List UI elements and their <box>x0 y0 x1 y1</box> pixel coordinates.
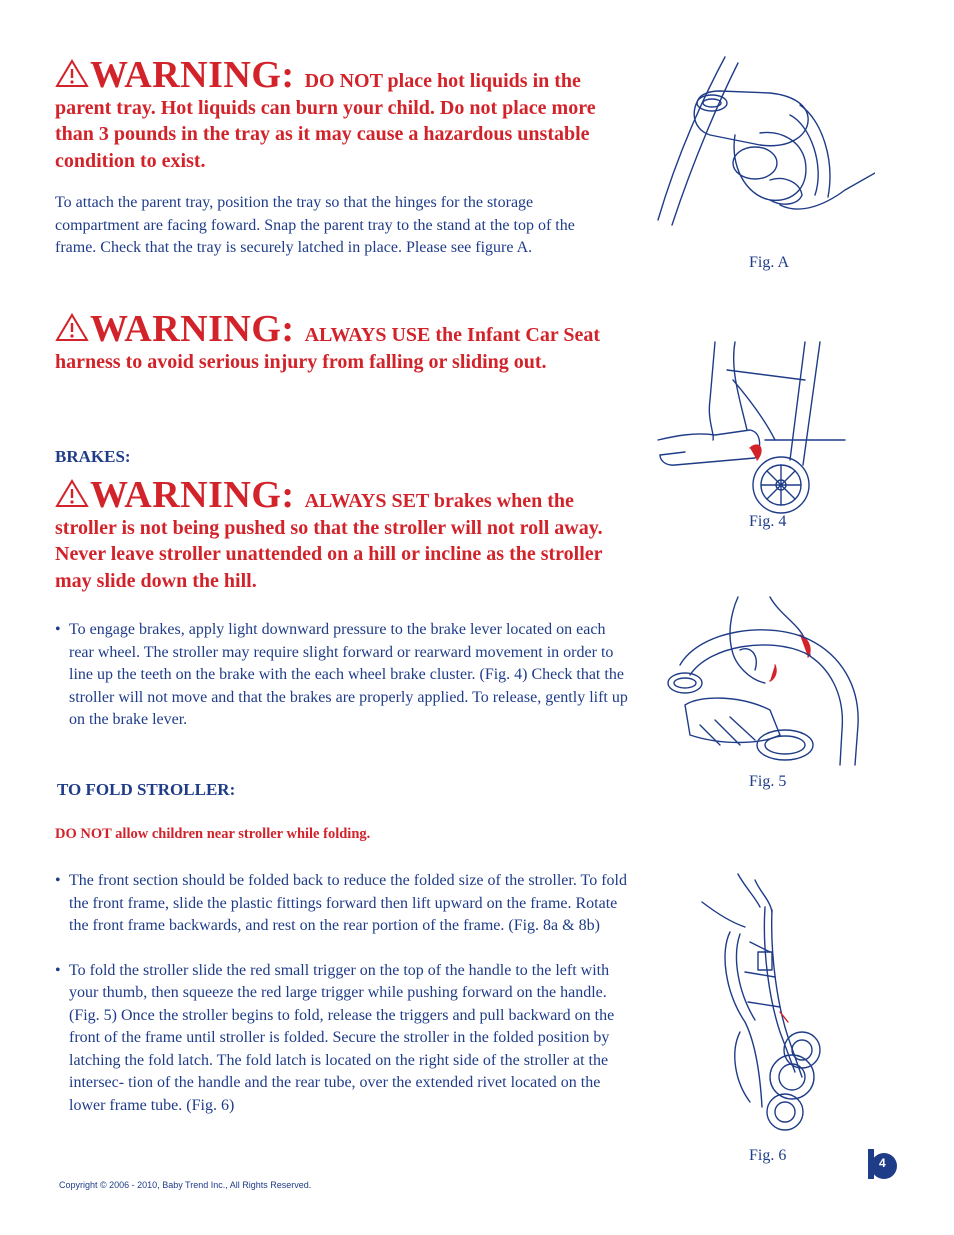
fold-heading: TO FOLD STROLLER: <box>57 780 236 799</box>
list-item <box>55 960 635 1118</box>
figure-5-illustration <box>660 595 865 770</box>
bullet-marker: • <box>55 872 61 889</box>
warning-block-tray <box>55 54 615 174</box>
bullet-marker: • <box>55 621 61 638</box>
figure-4-illustration <box>655 340 855 515</box>
figure-6-caption: Fig. 6 <box>749 1147 787 1164</box>
warning-triangle-icon <box>55 312 89 342</box>
list-item-text: To fold the stroller slide the red small trigger on the top of the handle to the left with your thumb, then squeeze the red large trigger while pushing forward on the handle. (Fig. 5) Once the stroller begins to fold, release the triggers and pull backward on the front of the frame until stroller is folded. Secure the stroller in the folded position by latching the fold latch. The fold latch is located on the right side of the stroller at the intersec- tion of the handle and the rear tube, over the extended rivet located on the lower frame tube. (Fig. 6) <box>69 961 615 1114</box>
copyright-notice: Copyright © 2006 - 2010, Baby Trend Inc., All Rights Reserved. <box>59 1180 312 1190</box>
page-number-badge <box>867 1148 899 1180</box>
warning-label: WARNING: <box>90 54 295 96</box>
warning-label: WARNING: <box>90 308 295 350</box>
warning-first-line: ALWAYS USE the Infant <box>304 324 521 346</box>
warning-text: in the parent tray. Hot liquids can burn your child. Do not place more than 3 pounds in the tray as it may cause a hazardous unstable condition to exist. <box>55 70 596 172</box>
list-item-text: The front section should be folded back to reduce the folded size of the stroller. To fold the front frame, slide the plastic fittings forward then lift upward on the frame. Rotate the front frame backwards, and rest on the rear portion of the frame. (Fig. 8a & 8b) <box>69 872 627 934</box>
figure-4-caption: Fig. 4 <box>749 513 787 530</box>
warning-text: the stroller is not being pushed so that the stroller will not roll away. Never leave stroller unattended on a hill or incline as the stroller may slide down the hill. <box>55 490 603 592</box>
warning-triangle-icon <box>55 478 89 508</box>
warning-first-line: ALWAYS SET brakes when <box>304 490 543 512</box>
warning-text: Car Seat harness to avoid serious injury from falling or sliding out. <box>55 324 601 373</box>
warning-block-harness <box>55 308 610 375</box>
fold-warning: DO NOT allow children near stroller while folding. <box>55 826 371 842</box>
figure-5-caption: Fig. 5 <box>749 773 787 790</box>
bullet-marker: • <box>55 961 61 979</box>
list-item <box>55 870 635 938</box>
list-item-text: To engage brakes, apply light downward pressure to the brake lever located on each rear wheel. The stroller may require slight forward or rearward movement in order to line up the teeth on the brake with the each wheel brake cluster. (Fig. 4) Check that the stroller will not move and that the brakes are properly applied. To release, gently lift up on the brake lever. <box>69 621 628 728</box>
brakes-heading: BRAKES: <box>55 447 131 466</box>
fold-instructions <box>55 870 635 1117</box>
warning-block-brakes <box>55 474 620 594</box>
page-number: 4 <box>879 1156 886 1170</box>
warning-label: WARNING: <box>90 474 295 516</box>
figure-6-illustration <box>700 872 840 1137</box>
tray-instructions: To attach the parent tray, position the tray so that the hinges for the storage compartment are facing foward. Snap the parent tray to the stand at the top of the frame. Check that the tray is securely latched in place. Please see figure A. <box>55 194 575 256</box>
brakes-instructions <box>55 619 630 732</box>
warning-triangle-icon <box>55 58 89 88</box>
figure-a-illustration <box>650 55 875 235</box>
list-item <box>55 619 630 732</box>
figure-a-caption: Fig. A <box>749 254 790 271</box>
warning-first-line: DO NOT place hot liquids <box>304 70 528 92</box>
